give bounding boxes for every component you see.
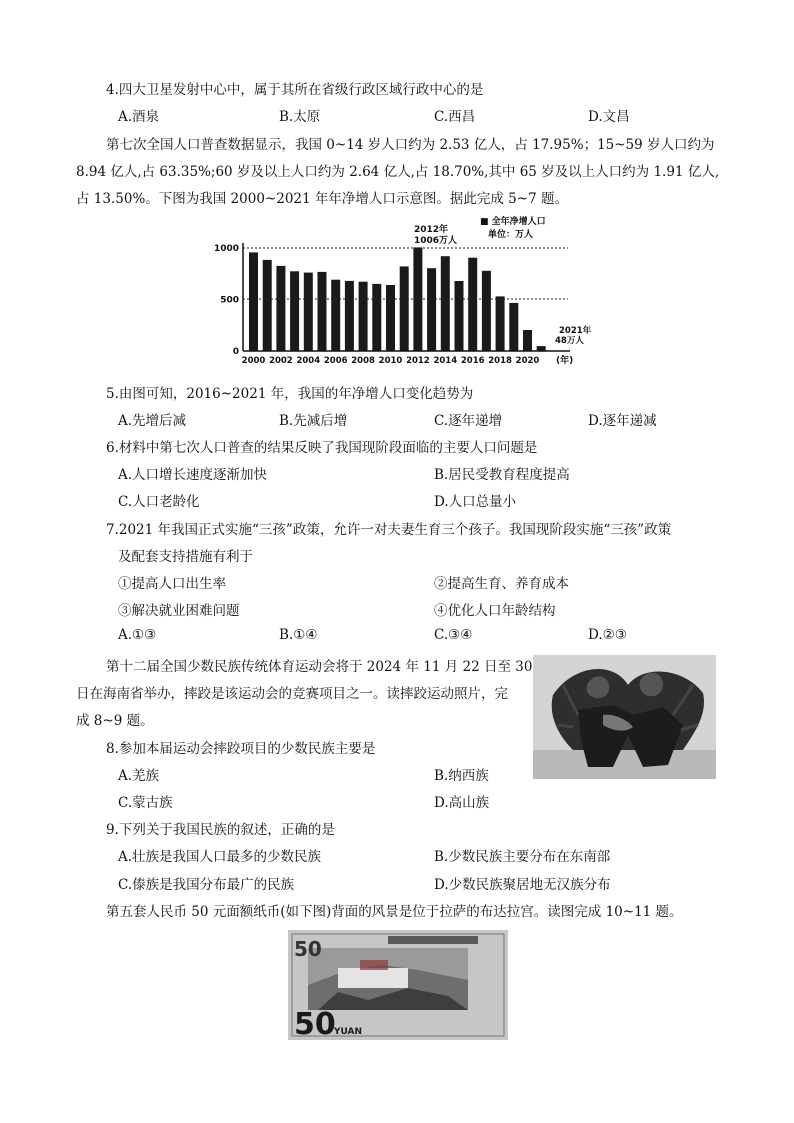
q7-stem-line-1: 7.2021 年我国正式实施“三孩”政策，允许一对夫妻生育三个孩子。我国现阶段实施“三孩”政策 (106, 522, 672, 538)
y-tick-1000: 1000 (213, 244, 239, 254)
passage1-line-1: 第七次全国人口普查数据显示，我国 0~14 岁人口约为 2.53 亿人，占 17.95%；15~59 岁人口约为 (106, 137, 715, 153)
bar-2014 (441, 256, 450, 351)
bar-2018 (496, 296, 505, 351)
bar-2006 (331, 280, 340, 351)
q8-option-b: B.纳西族 (434, 768, 489, 784)
bar-2002 (276, 266, 285, 351)
q7-item-2: ②提高生育、养育成本 (434, 576, 569, 592)
q7-option-d: D.②③ (588, 627, 627, 643)
bar-2012 (413, 247, 422, 351)
x-tick-2006: 2006 (323, 356, 348, 366)
q7-stem-line-2: 及配套支持措施有利于 (118, 549, 253, 565)
x-axis-unit: (年) (556, 356, 574, 366)
x-tick-2010: 2010 (378, 356, 403, 366)
bar-2020 (523, 330, 532, 351)
y-tick-0: 0 (232, 347, 239, 357)
q6-option-b: B.居民受教育程度提高 (434, 467, 570, 483)
bar-2001 (263, 260, 272, 351)
q9-option-b: B.少数民族主要分布在东南部 (434, 849, 611, 865)
wrestling-photo (533, 655, 716, 779)
x-tick-2016: 2016 (460, 356, 485, 366)
banknote-top-value: 50 (294, 937, 322, 961)
annotation-2012-year: 2012年 (414, 225, 449, 235)
x-tick-2004: 2004 (296, 356, 321, 366)
bar-2008 (359, 282, 368, 351)
banknote-bottom-value: 50 (294, 1007, 336, 1042)
q9-option-d: D.少数民族聚居地无汉族分布 (434, 877, 611, 893)
bar-2010 (386, 285, 395, 351)
q8-option-d: D.高山族 (434, 795, 490, 811)
passage3: 第五套人民币 50 元面额纸币(如下图)背面的风景是位于拉萨的布达拉宫。读图完成 10~11 题。 (106, 904, 683, 920)
unit-label: 单位：万人 (488, 230, 534, 240)
passage2-line-3: 成 8~9 题。 (76, 713, 154, 729)
passage1-line-3: 占 13.50%。下图为我国 2000~2021 年年净增人口示意图。据此完成 5~7 题。 (76, 191, 568, 207)
bar-2007 (345, 281, 354, 351)
x-tick-2020: 2020 (515, 356, 540, 366)
banknote-yuan: YUAN (334, 1027, 363, 1037)
legend-label: ■ 全年净增人口 (480, 217, 546, 227)
q7-option-c: C.③④ (434, 627, 473, 643)
bar-2009 (372, 284, 381, 351)
q7-option-b: B.①④ (279, 627, 318, 643)
q6-option-d: D.人口总量小 (434, 494, 517, 510)
population-bar-chart (213, 213, 592, 373)
q7-item-1: ①提高人口出生率 (118, 576, 226, 592)
x-tick-2008: 2008 (351, 356, 375, 366)
q6-stem: 6.材料中第七次人口普查的结果反映了我国现阶段面临的主要人口问题是 (106, 440, 538, 456)
q6-option-a: A.人口增长速度逐渐加快 (118, 467, 268, 483)
q4-option-b: B.太原 (279, 109, 321, 125)
x-tick-2000: 2000 (241, 356, 266, 366)
annotation-2012-value: 1006万人 (414, 236, 458, 246)
q7-option-a: A.①③ (118, 627, 157, 643)
q9-stem: 9.下列关于我国民族的叙述，正确的是 (106, 822, 335, 838)
y-tick-500: 500 (220, 295, 239, 306)
bar-2019 (509, 303, 518, 351)
q4-option-d: D.文昌 (588, 109, 630, 125)
bar-2015 (455, 281, 464, 351)
passage2-line-2: 日在海南省举办，摔跤是该运动会的竞赛项目之一。读摔跤运动照片，完 (76, 686, 508, 702)
q8-stem: 8.参加本届运动会摔跤项目的少数民族主要是 (106, 741, 376, 757)
banknote-image (288, 930, 508, 1040)
q6-option-c: C.人口老龄化 (118, 494, 200, 510)
q9-option-a: A.壮族是我国人口最多的少数民族 (118, 849, 322, 865)
bar-2005 (318, 272, 327, 351)
bar-2011 (400, 266, 409, 351)
x-tick-2014: 2014 (433, 356, 458, 366)
q4-option-c: C.西昌 (434, 109, 476, 125)
bar-2017 (482, 271, 491, 351)
q7-item-4: ④优化人口年龄结构 (434, 603, 556, 619)
q5-option-c: C.逐年递增 (434, 413, 503, 429)
q4-stem: 4.四大卫星发射中心中，属于其所在省级行政区域行政中心的是 (106, 82, 484, 98)
q9-option-c: C.傣族是我国分布最广的民族 (118, 877, 295, 893)
q7-item-3: ③解决就业困难问题 (118, 603, 240, 619)
bar-2004 (304, 273, 313, 351)
passage2-line-1: 第十二届全国少数民族传统体育运动会将于 2024 年 11 月 22 日至 30 (106, 659, 533, 675)
bar-2016 (468, 258, 477, 351)
annotation-2021-year: 2021年 (559, 326, 592, 336)
bar-2000 (249, 252, 258, 351)
q5-option-b: B.先减后增 (279, 413, 348, 429)
annotation-2021-value: 48万人 (555, 336, 584, 346)
bar-2003 (290, 271, 299, 351)
q5-option-a: A.先增后减 (118, 413, 187, 429)
passage1-line-2: 8.94 亿人,占 63.35%;60 岁及以上人口约为 2.64 亿人,占 18.70%,其中 65 岁及以上人口约为 1.91 亿人, (76, 164, 720, 180)
x-tick-2018: 2018 (488, 356, 512, 366)
bar-2013 (427, 268, 436, 351)
q8-option-a: A.羌族 (118, 768, 160, 784)
x-tick-2002: 2002 (269, 356, 293, 366)
q5-option-d: D.逐年递减 (588, 413, 657, 429)
x-tick-2012: 2012 (406, 356, 430, 366)
q5-stem: 5.由图可知，2016~2021 年，我国的年净增人口变化趋势为 (106, 386, 474, 402)
q8-option-c: C.蒙古族 (118, 795, 173, 811)
q4-option-a: A.酒泉 (118, 109, 160, 125)
